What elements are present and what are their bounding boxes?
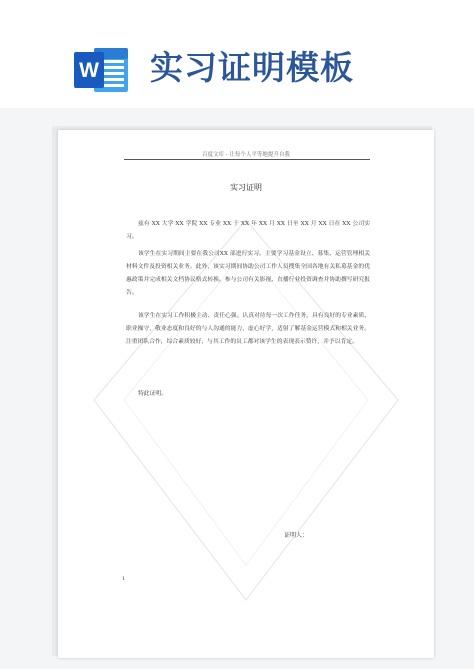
banner-title: 实习证明模板 bbox=[150, 48, 354, 87]
diamond-watermark bbox=[58, 130, 434, 658]
paragraph-2: 该学生在实习期间主要在我公司XX 部进行实习。主要学习基金设立、募集、运营管理相关材料文件及投资相关业务。此外，该实习期间协助公司工作人员搜集全国各地有关私募基金的优惠政策并完成相关文档协议格式转换。参与公司有关影视、直播行业投资调查并协助撰写研究报告。 bbox=[126, 251, 370, 296]
word-logo-letter: W bbox=[79, 59, 99, 82]
document-title: 实习证明 bbox=[230, 183, 262, 192]
header-rule bbox=[124, 159, 370, 160]
page-number: 1 bbox=[122, 576, 126, 582]
signature-label: 证明人： bbox=[284, 532, 309, 539]
document-page bbox=[58, 130, 434, 658]
banner bbox=[0, 0, 474, 120]
closing-line: 特此证明。 bbox=[138, 391, 167, 397]
paragraph-1: 兹有 XX 大学 XX 学院 XX 专业 XX 于 XX 年 XX 月 XX 日至 XX 月 XX 日在 XX 公司实习。 bbox=[126, 221, 370, 240]
word-logo-icon bbox=[72, 44, 130, 96]
paragraph-3: 该学生在实习工作积极主动、责任心强。认真对待每一次工作任务。具有良好的专业素质、职业操守，敬业态度和良好的与人沟通的能力，虚心好学，适射了解基金运营模式和相关业务。注重团队合作，综合素质较好，与其工作的员工都对该学生的表现表示赞许，并予以肯定。 bbox=[126, 313, 370, 345]
page-header: 百度文库 - 让每个人平等地提升自我 bbox=[202, 152, 290, 158]
